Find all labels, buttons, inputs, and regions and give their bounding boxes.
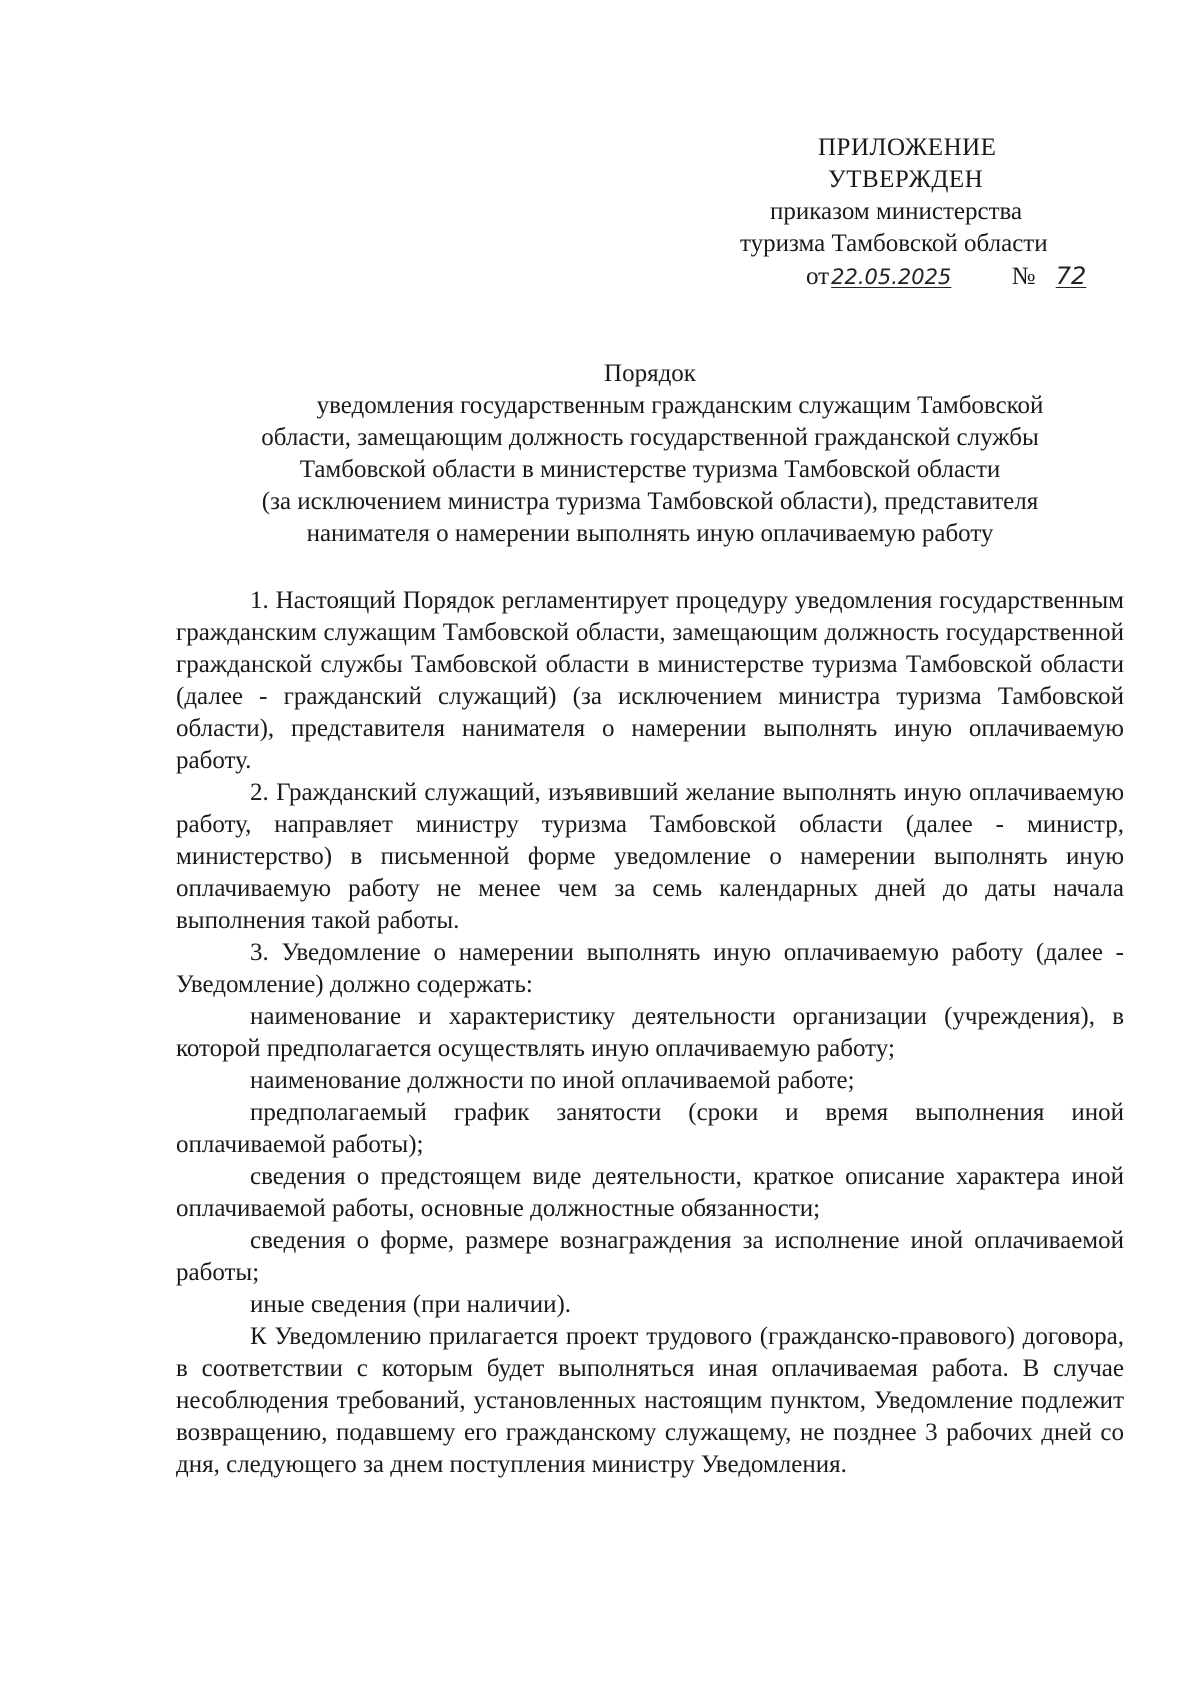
- number-label: №: [1011, 263, 1036, 290]
- paragraph-3: 3. Уведомление о намерении выполнять иную оплачиваемую работу (далее - Уведомление) должно содержать:: [176, 939, 1124, 998]
- title-line-3: Тамбовской области в министерстве туризма Тамбовской области: [299, 456, 1001, 483]
- order-line: приказом министерства: [770, 198, 1023, 225]
- document-body: [176, 585, 1124, 1481]
- title-line-5: нанимателя о намерении выполнять иную оплачиваемую работу: [306, 520, 994, 547]
- paragraph-3-item-6: иные сведения (при наличии).: [250, 1291, 572, 1318]
- ministry-line: туризма Тамбовской области: [740, 230, 1048, 257]
- title-line-2: области, замещающим должность государственной гражданской службы: [261, 424, 1039, 451]
- paragraph-1: 1. Настоящий Порядок регламентирует процедуру уведомления государственным гражданским служащим Тамбовской области, замещающим должность государственной гражданской службы Тамбовской области в министерстве туризма Тамбовской области (далее - гражданский служащий) (за исключением министра туризма Тамбовской области), представителя нанимателя о намерении выполнять иную оплачиваемую работу.: [176, 587, 1124, 774]
- handwritten-date: 22.05.2025: [831, 265, 952, 289]
- paragraph-3-item-4: сведения о предстоящем виде деятельности, краткое описание характера иной оплачиваемой работы, основные должностные обязанности;: [176, 1163, 1124, 1222]
- handwritten-number: 72: [1055, 262, 1087, 290]
- paragraph-3-item-5: сведения о форме, размере вознаграждения за исполнение иной оплачиваемой работы;: [176, 1227, 1124, 1286]
- date-number-row: [740, 260, 1120, 294]
- paragraph-3-item-3: предполагаемый график занятости (сроки и время выполнения иной оплачиваемой работы);: [176, 1099, 1124, 1158]
- document-title: [176, 358, 1124, 550]
- approval-header: [740, 132, 1120, 294]
- paragraph-2: 2. Гражданский служащий, изъявивший желание выполнять иную оплачиваемую работу, направляет министру туризма Тамбовской области (далее - министр, министерство) в письменной форме уведомление о намерении выполнять иную оплачиваемую работу не менее чем за семь календарных дней до даты начала выполнения такой работы.: [176, 779, 1124, 934]
- date-prefix: от: [806, 263, 830, 290]
- approved-label: УТВЕРЖДЕН: [828, 166, 984, 193]
- paragraph-3-item-1: наименование и характеристику деятельности организации (учреждения), в которой предполагается осуществлять иную оплачиваемую работу;: [176, 1003, 1124, 1062]
- paragraph-3-item-2: наименование должности по иной оплачиваемой работе;: [250, 1067, 855, 1094]
- paragraph-attachment: К Уведомлению прилагается проект трудового (гражданско-правового) договора, в соответствии с которым будет выполняться иная оплачиваемая работа. В случае несоблюдения требований, установленных настоящим пунктом, Уведомление подлежит возвращению, подавшему его гражданскому служащему, не позднее 3 рабочих дней со дня, следующего за днем поступления министру Уведомления.: [176, 1323, 1124, 1478]
- appendix-title: ПРИЛОЖЕНИЕ: [818, 134, 997, 161]
- title-line-1: уведомления государственным гражданским служащим Тамбовской: [316, 392, 1044, 419]
- title-main: Порядок: [604, 360, 696, 387]
- title-line-4: (за исключением министра туризма Тамбовской области), представителя: [261, 488, 1039, 515]
